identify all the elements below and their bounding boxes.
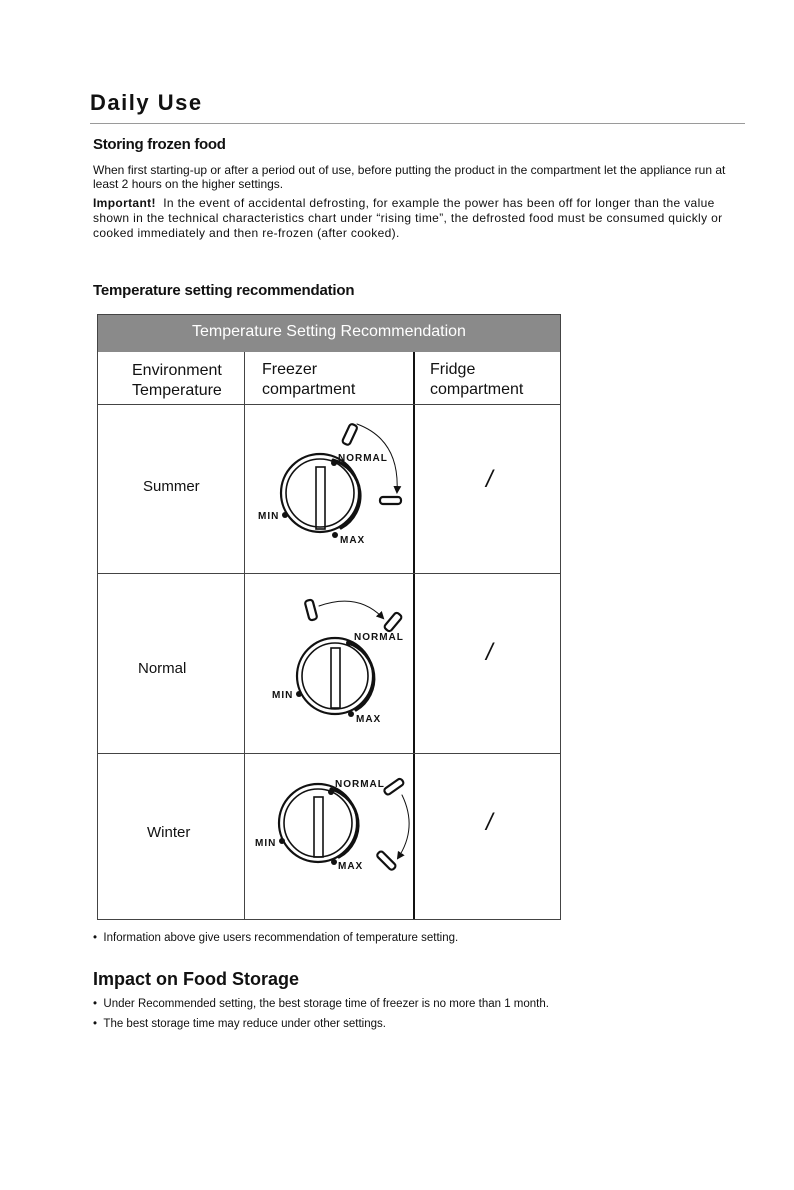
impact-bullet-2 xyxy=(93,1018,386,1030)
dial-dot xyxy=(331,460,337,466)
dial-label-max: MAX xyxy=(340,535,366,546)
dial-label-min: MIN xyxy=(255,838,277,849)
header-line: compartment xyxy=(430,381,524,398)
dial-dot xyxy=(328,789,334,795)
thermostat-dial-normal xyxy=(297,599,402,714)
header-line: Environment xyxy=(132,362,222,379)
row-label-normal: Normal xyxy=(138,660,187,677)
dial-dot xyxy=(332,532,338,538)
dial-dot xyxy=(282,512,288,518)
section-title-storing: Storing frozen food xyxy=(93,136,226,153)
important-label: Important! xyxy=(93,196,156,210)
header-line: Temperature xyxy=(132,382,222,399)
table-note-text: Information above give users recommendation of temperature setting. xyxy=(103,932,459,944)
table-note xyxy=(93,932,458,944)
bullet: • xyxy=(93,932,98,944)
row-label-winter: Winter xyxy=(147,824,191,841)
dial-dot xyxy=(279,838,285,844)
bullet: • xyxy=(93,998,98,1010)
row-label-summer: Summer xyxy=(143,478,200,495)
impact-bullet-1 xyxy=(93,998,549,1010)
paragraph-startup: When first starting-up or after a period out of use, before putting the product in the compartment let the appliance run at least 2 hours on the higher settings. xyxy=(93,163,726,191)
dial-dot xyxy=(331,859,337,865)
important-text: In the event of accidental defrosting, for example the power has been off for longer than the value shown in the technical characteristics chart under “rising time”, the defrosted food must be consumed quickly or cooked immediately and then re-frozen (after cooked). xyxy=(93,196,723,240)
dial-label-max: MAX xyxy=(338,861,364,872)
dial-label-min: MIN xyxy=(272,690,294,701)
thermostat-dial-summer xyxy=(281,423,401,532)
header-line: Freezer xyxy=(262,361,318,378)
dial-label-normal: NORMAL xyxy=(335,779,385,790)
fridge-value-normal: / xyxy=(486,639,493,666)
dial-label-normal: NORMAL xyxy=(338,453,388,464)
header-line: Fridge xyxy=(430,361,476,378)
dial-dot xyxy=(296,691,302,697)
fridge-value-winter: / xyxy=(486,809,493,836)
dial-dot xyxy=(346,640,352,646)
header-line: compartment xyxy=(262,381,356,398)
fridge-value-summer: / xyxy=(486,466,493,493)
impact-bullet-text: Under Recommended setting, the best storage time of freezer is no more than 1 month. xyxy=(103,998,549,1010)
dial-label-max: MAX xyxy=(356,714,382,725)
dial-dot xyxy=(348,711,354,717)
thermostat-dial-winter xyxy=(279,778,409,871)
impact-bullet-text: The best storage time may reduce under other settings. xyxy=(103,1018,386,1030)
bullet: • xyxy=(93,1018,98,1030)
dial-label-normal: NORMAL xyxy=(354,632,404,643)
page-heading: Daily Use xyxy=(90,90,203,115)
dial-label-min: MIN xyxy=(258,511,280,522)
section-title-temperature: Temperature setting recommendation xyxy=(93,282,355,299)
table-title: Temperature Setting Recommendation xyxy=(98,315,560,352)
section-title-impact: Impact on Food Storage xyxy=(93,969,300,989)
